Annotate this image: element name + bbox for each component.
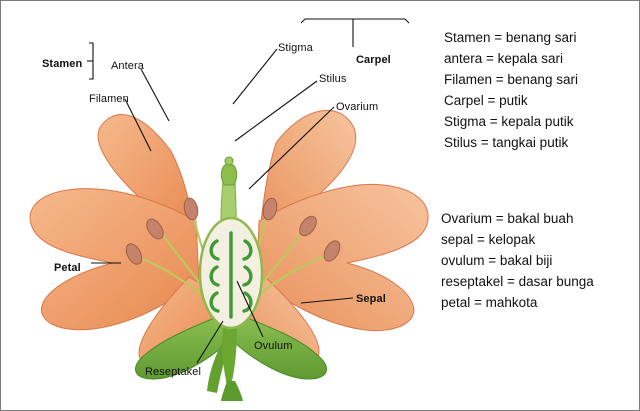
glossary-line: Stilus = tangkai putik bbox=[444, 135, 569, 150]
glossary-line: sepal = kelopak bbox=[441, 232, 536, 247]
glossary-line: Filamen = benang sari bbox=[444, 72, 578, 87]
callout-ovarium: Ovarium bbox=[336, 101, 379, 113]
glossary-group-secondary bbox=[441, 208, 594, 313]
glossary-line: petal = mahkota bbox=[441, 295, 538, 310]
callout-filamen: Filamen bbox=[89, 93, 129, 105]
callout-petal: Petal bbox=[54, 262, 81, 274]
glossary-line: ovulum = bakal biji bbox=[441, 253, 553, 268]
callout-reseptakel: Reseptakel bbox=[145, 366, 202, 378]
callout-stigma: Stigma bbox=[278, 42, 313, 54]
callout-stamen: Stamen bbox=[42, 58, 83, 70]
glossary-line: reseptakel = dasar bunga bbox=[441, 274, 594, 289]
glossary-line: antera = kepala sari bbox=[444, 51, 563, 66]
glossary-line: Carpel = putik bbox=[444, 93, 528, 108]
callout-antera: Antera bbox=[111, 60, 145, 72]
glossary-line: Stigma = kepala putik bbox=[444, 114, 574, 129]
glossary-line: Ovarium = bakal buah bbox=[441, 211, 574, 226]
callout-carpel: Carpel bbox=[356, 54, 391, 66]
callout-ovulum: Ovulum bbox=[254, 340, 293, 352]
callout-stilus: Stilus bbox=[319, 73, 347, 85]
glossary-group-primary bbox=[444, 27, 578, 153]
callout-sepal: Sepal bbox=[356, 293, 386, 305]
glossary-line: Stamen = benang sari bbox=[444, 30, 577, 45]
